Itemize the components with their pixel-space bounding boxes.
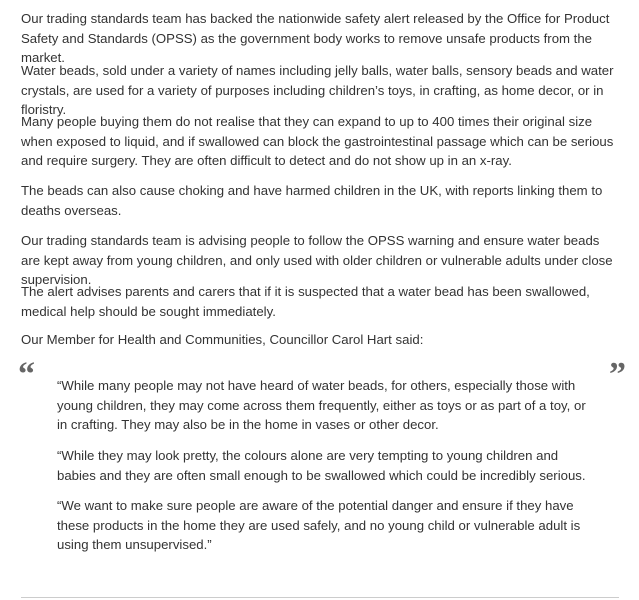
quote-paragraph: “We want to make sure people are aware of the potential danger and ensure if they have these products in the home they are used safely, and no young child or vulnerable adult is using them unsupervised.” (57, 498, 581, 552)
quote-paragraph: “While they may look pretty, the colours alone are very tempting to young children and babies and they are often small enough to be swallowed which could be incredibly serious. (57, 448, 586, 483)
article-paragraph: The alert advises parents and carers that if it is suspected that a water bead has been swallowed, medical help should be sought immediately. (21, 284, 590, 319)
section-divider (21, 597, 619, 598)
article-paragraph: Our trading standards team is advising people to follow the OPSS warning and ensure water beads are kept away from young children, and only used with older children or vulnerable adults under close supervision. (21, 233, 613, 287)
open-quote-icon: “ (18, 356, 35, 393)
article-paragraph: Many people buying them do not realise that they can expand to up to 400 times their original size when exposed to liquid, and if swallowed can block the gastrointestinal passage which can be serious and require surgery. They are often difficult to detect and do not show up in an x-ray. (21, 114, 614, 168)
close-quote-icon: ” (609, 356, 626, 393)
quote-paragraph: “While many people may not have heard of water beads, for others, especially those with young children, they may come across them frequently, either as toys or as part of a toy, or in crafting. They may also be in the home in vases or other decor. (57, 378, 586, 432)
article-paragraph: The beads can also cause choking and have harmed children in the UK, with reports linking them to deaths overseas. (21, 183, 603, 218)
article-paragraph: Water beads, sold under a variety of names including jelly balls, water balls, sensory beads and water crystals, are used for a variety of purposes including children’s toys, in crafting, as home decor, or in floristry. (21, 63, 614, 117)
article-paragraph: Our trading standards team has backed the nationwide safety alert released by the Office for Product Safety and Standards (OPSS) as the government body works to remove unsafe products from the market. (21, 11, 610, 65)
quote-attribution: Our Member for Health and Communities, Councillor Carol Hart said: (21, 332, 424, 347)
